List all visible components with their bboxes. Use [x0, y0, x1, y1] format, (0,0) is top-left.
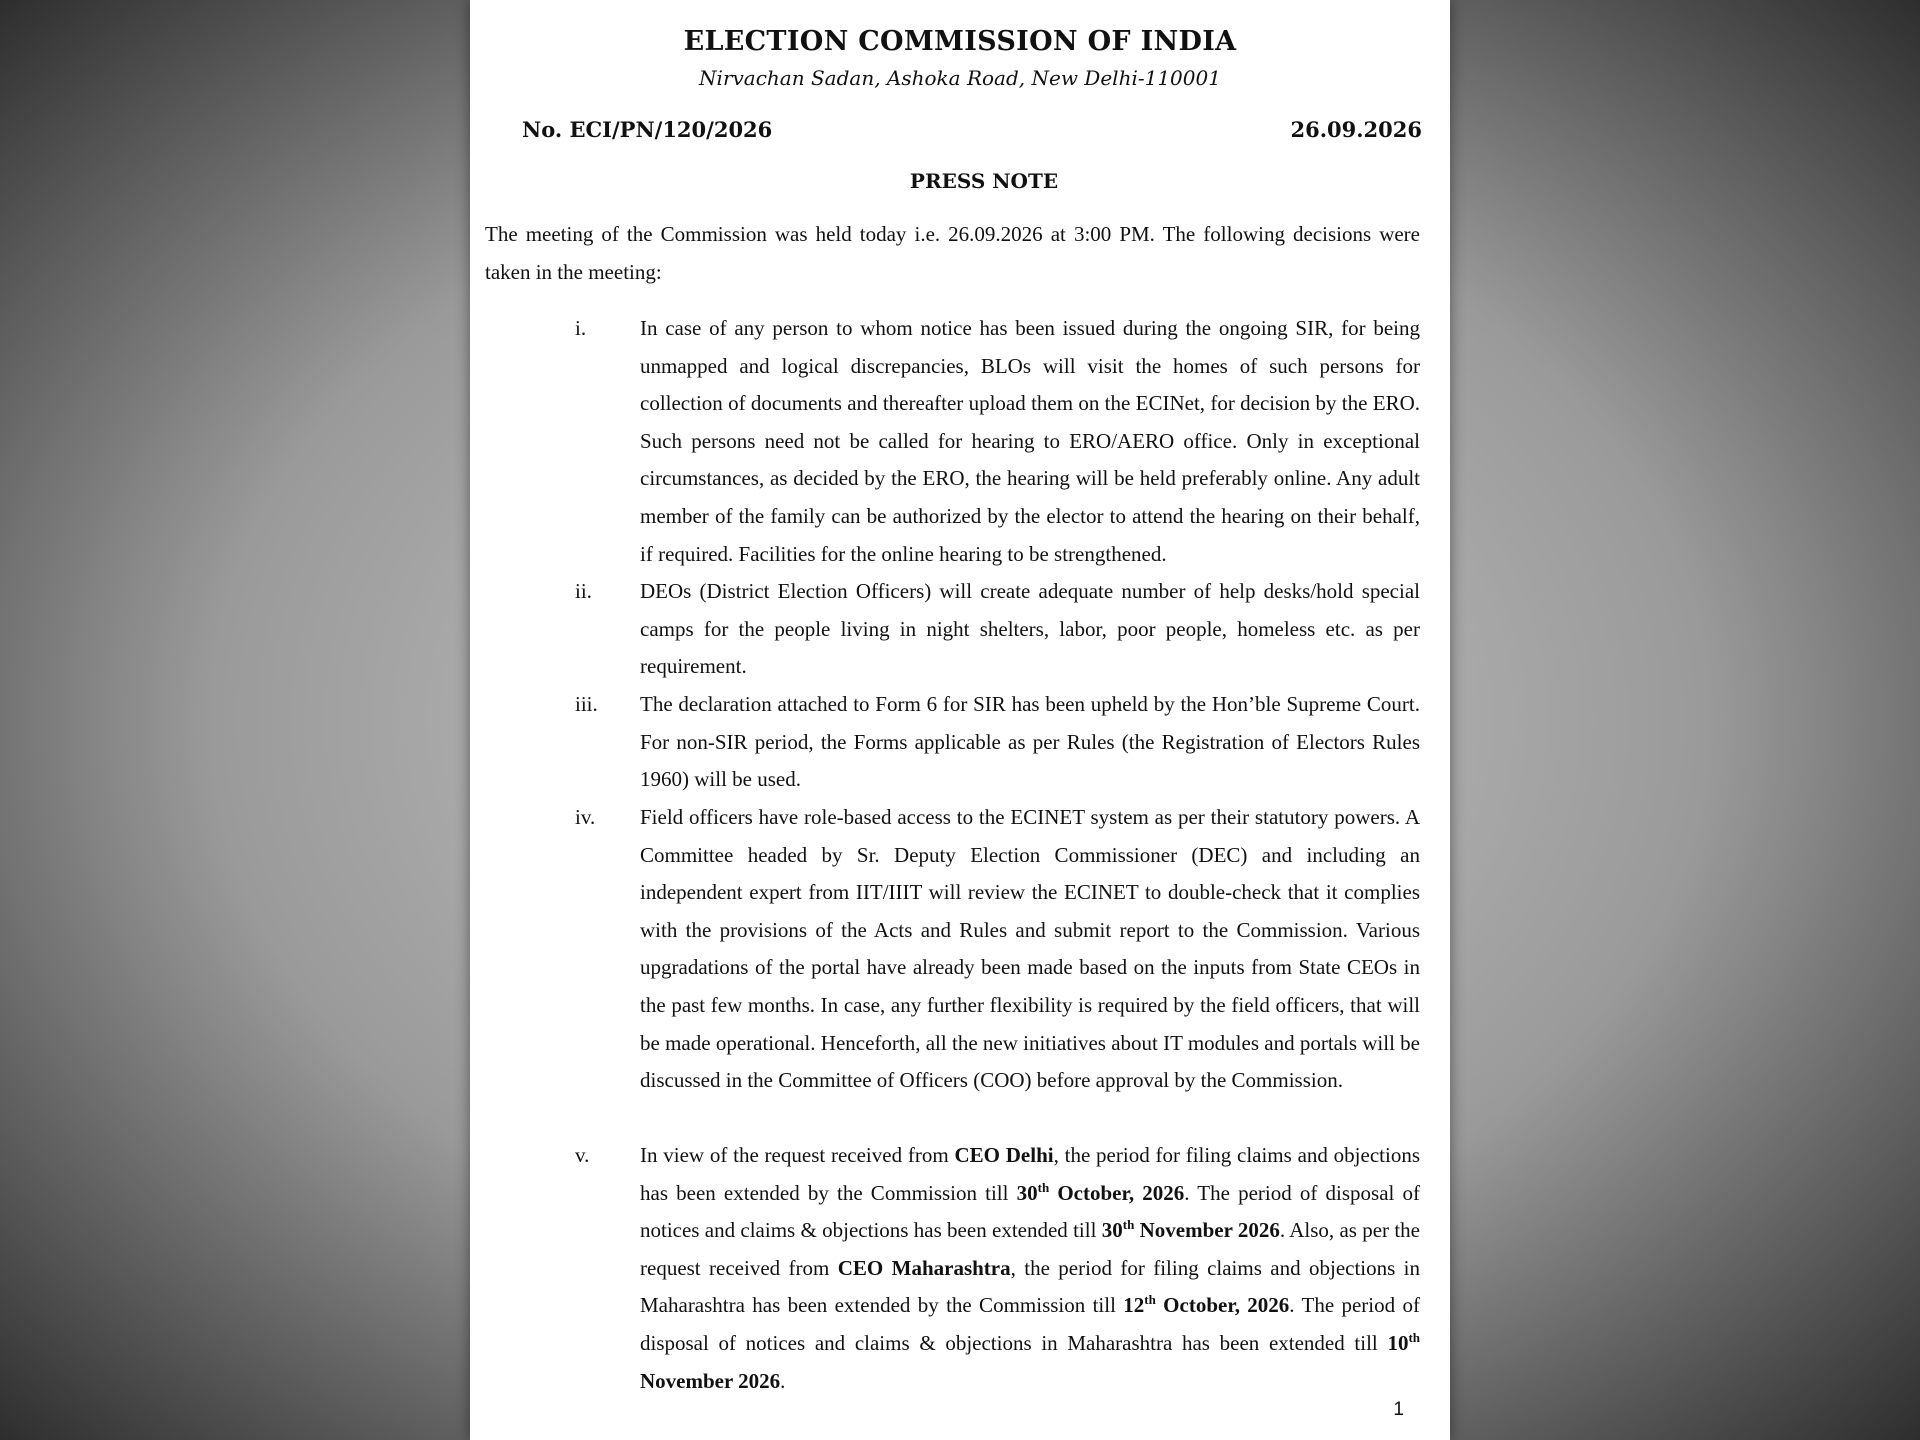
- list-item-numeral: ii.: [575, 579, 592, 603]
- list-item-numeral: iv.: [575, 805, 596, 829]
- document-page: [470, 0, 1450, 1440]
- text-run: . The period of disposal of notices and claims & objections in Maharashtra has been extended till: [640, 1293, 1420, 1355]
- emphasis-text: November 2026: [1134, 1218, 1280, 1243]
- press-note-heading: PRESS NOTE: [909, 169, 1059, 193]
- emphasis-text: 10: [1387, 1330, 1409, 1355]
- intro-paragraph: The meeting of the Commission was held today i.e. 26.09.2026 at 3:00 PM. The following decisions were taken in the meeting:: [485, 222, 1420, 284]
- document-title: ELECTION COMMISSION OF INDIA: [683, 26, 1237, 57]
- text-run: In view of the request received from: [640, 1143, 955, 1167]
- list-item-text: The declaration attached to Form 6 for SIR has been upheld by the Hon’ble Supreme Court. For non-SIR period, the Forms applicable as per Rules (the Registration of Electors Rules 1960) will be used.: [640, 692, 1420, 792]
- emphasis-text: 30: [1016, 1180, 1038, 1205]
- list-item-text: Field officers have role-based access to the ECINET system as per their statutory powers. A Committee headed by Sr. Deputy Election Commissioner (DEC) and including an independent expert from IIT/IIIT will review the ECINET to double-check that it complies with the provisions of the Acts and Rules and submit report to the Commission. Various upgradations of the portal have already been made based on the inputs from State CEOs in the past few months. In case, any further flexibility is required by the field officers, that will be made operational. Henceforth, all the new initiatives about IT modules and portals will be discussed in the Committee of Officers (COO) before approval by the Commission.: [640, 805, 1420, 1093]
- emphasis-text: November 2026: [640, 1368, 781, 1393]
- emphasis-text: October, 2026: [1155, 1293, 1290, 1318]
- list-item-text: DEOs (District Election Officers) will create adequate number of help desks/hold special camps for the people living in night shelters, labor, poor people, homeless etc. as per requirement.: [640, 579, 1420, 679]
- text-run: . The period of disposal of notices and claims & objections has been extended till: [640, 1180, 1420, 1243]
- text-run: , the period for filing claims and objections in Maharashtra has been extended by the Commission till: [640, 1255, 1421, 1318]
- list-item-numeral: v.: [575, 1143, 590, 1167]
- list-item-text: [640, 1137, 1420, 1400]
- emphasis-text: 12: [1123, 1293, 1145, 1318]
- ordinal-suffix: th: [1144, 1292, 1156, 1308]
- emphasis-text: October, 2026: [1049, 1180, 1185, 1205]
- list-item-numeral: i.: [575, 316, 587, 340]
- emphasis-text: 30: [1101, 1218, 1123, 1243]
- list-item-numeral: iii.: [575, 692, 598, 716]
- ordinal-suffix: th: [1037, 1179, 1050, 1195]
- text-run: . Also, as per the request received from: [640, 1218, 1421, 1280]
- ordinal-suffix: th: [1122, 1217, 1135, 1233]
- page-number: 1: [1393, 1399, 1404, 1420]
- document-address: Nirvachan Sadan, Ashoka Road, New Delhi-110001: [699, 66, 1221, 90]
- text-run: , the period for filing claims and objections has been extended by the Commission till: [640, 1143, 1421, 1205]
- emphasis-text: CEO Maharashtra: [837, 1255, 1011, 1280]
- text-run: .: [780, 1368, 786, 1393]
- emphasis-text: CEO Delhi: [954, 1143, 1054, 1167]
- reference-number: No. ECI/PN/120/2026: [522, 117, 773, 142]
- ordinal-suffix: th: [1408, 1329, 1420, 1345]
- list-item-text: In case of any person to whom notice has been issued during the ongoing SIR, for being unmapped and logical discrepancies, BLOs will visit the homes of such persons for collection of documents and thereafter upload them on the ECINet, for decision by the ERO. Such persons need not be called for hearing to ERO/AERO office. Only in exceptional circumstances, as decided by the ERO, the hearing will be held preferably online. Any adult member of the family can be authorized by the elector to attend the hearing on their behalf, if required. Facilities for the online hearing to be strengthened.: [640, 316, 1420, 566]
- reference-date: 26.09.2026: [1290, 117, 1422, 142]
